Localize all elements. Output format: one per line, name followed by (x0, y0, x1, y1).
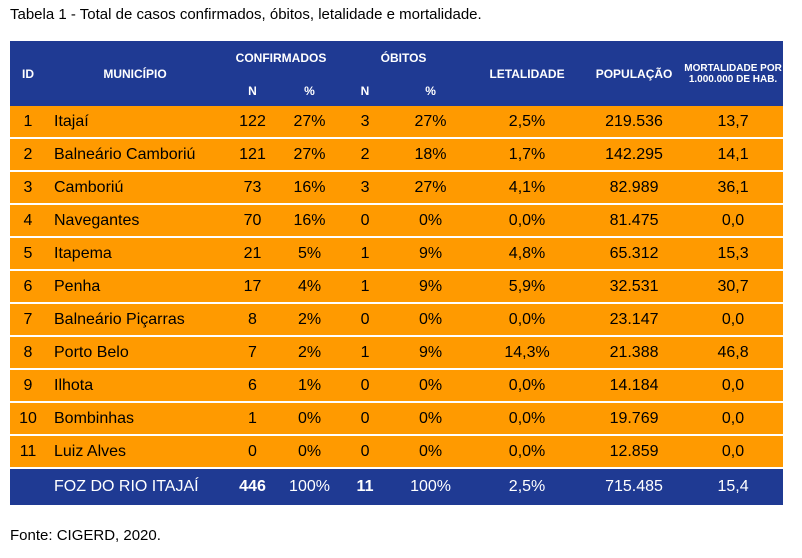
cell-mortalidade: 0,0 (683, 435, 783, 468)
cell-mortalidade: 36,1 (683, 171, 783, 204)
cell-obit-pct: 9% (392, 336, 469, 369)
header-mortalidade: MORTALIDADE POR 1.000.000 DE HAB. (683, 41, 783, 106)
table-row (10, 336, 783, 369)
cell-populacao: 12.859 (585, 435, 683, 468)
total-name: FOZ DO RIO ITAJAÍ (46, 468, 224, 505)
cell-obit-n: 1 (338, 336, 392, 369)
table-row (10, 435, 783, 468)
cell-obit-n: 0 (338, 204, 392, 237)
header-confirmados: CONFIRMADOS (224, 41, 338, 75)
cell-obit-pct: 0% (392, 435, 469, 468)
cell-conf-n: 70 (224, 204, 281, 237)
total-mortalidade: 15,4 (683, 468, 783, 505)
cell-conf-pct: 16% (281, 171, 338, 204)
cell-id: 8 (10, 336, 46, 369)
table-row (10, 369, 783, 402)
cell-conf-pct: 0% (281, 435, 338, 468)
cell-obit-pct: 18% (392, 138, 469, 171)
header-obit-n: N (338, 75, 392, 106)
cell-conf-pct: 4% (281, 270, 338, 303)
cell-conf-n: 6 (224, 369, 281, 402)
cell-mortalidade: 30,7 (683, 270, 783, 303)
cell-obit-pct: 27% (392, 106, 469, 138)
cases-table (10, 41, 783, 505)
cell-obit-pct: 0% (392, 303, 469, 336)
cell-id: 1 (10, 106, 46, 138)
cell-obit-pct: 27% (392, 171, 469, 204)
cell-populacao: 32.531 (585, 270, 683, 303)
cell-letalidade: 5,9% (469, 270, 585, 303)
cell-obit-n: 1 (338, 237, 392, 270)
cell-conf-pct: 27% (281, 138, 338, 171)
cell-populacao: 14.184 (585, 369, 683, 402)
header-obit-pct: % (392, 75, 469, 106)
cell-letalidade: 2,5% (469, 106, 585, 138)
cell-conf-n: 73 (224, 171, 281, 204)
header-obitos: ÓBITOS (338, 41, 469, 75)
cell-letalidade: 4,1% (469, 171, 585, 204)
cell-conf-n: 0 (224, 435, 281, 468)
cell-mortalidade: 0,0 (683, 402, 783, 435)
cell-municipio: Balneário Piçarras (46, 303, 224, 336)
cell-obit-n: 2 (338, 138, 392, 171)
cell-letalidade: 0,0% (469, 369, 585, 402)
cell-populacao: 219.536 (585, 106, 683, 138)
cell-populacao: 23.147 (585, 303, 683, 336)
cell-mortalidade: 15,3 (683, 237, 783, 270)
table-body (10, 106, 783, 468)
table-row (10, 237, 783, 270)
total-id (10, 468, 46, 505)
cell-obit-n: 0 (338, 402, 392, 435)
cell-id: 11 (10, 435, 46, 468)
cell-conf-pct: 16% (281, 204, 338, 237)
cell-municipio: Navegantes (46, 204, 224, 237)
cell-conf-n: 121 (224, 138, 281, 171)
cell-municipio: Luiz Alves (46, 435, 224, 468)
cell-obit-pct: 0% (392, 204, 469, 237)
total-populacao: 715.485 (585, 468, 683, 505)
cell-letalidade: 4,8% (469, 237, 585, 270)
cell-obit-pct: 9% (392, 270, 469, 303)
header-letalidade: LETALIDADE (469, 41, 585, 106)
cell-obit-n: 3 (338, 106, 392, 138)
cell-obit-pct: 0% (392, 369, 469, 402)
cell-conf-n: 1 (224, 402, 281, 435)
cell-populacao: 65.312 (585, 237, 683, 270)
cell-conf-n: 8 (224, 303, 281, 336)
total-conf-pct: 100% (281, 468, 338, 505)
cell-populacao: 82.989 (585, 171, 683, 204)
cell-populacao: 19.769 (585, 402, 683, 435)
cell-letalidade: 0,0% (469, 303, 585, 336)
cell-conf-pct: 0% (281, 402, 338, 435)
header-id: ID (10, 41, 46, 106)
cell-letalidade: 14,3% (469, 336, 585, 369)
cell-id: 9 (10, 369, 46, 402)
table-source: Fonte: CIGERD, 2020. (10, 527, 161, 544)
table-row (10, 106, 783, 138)
cell-obit-n: 0 (338, 369, 392, 402)
cell-id: 5 (10, 237, 46, 270)
cell-municipio: Bombinhas (46, 402, 224, 435)
cell-populacao: 142.295 (585, 138, 683, 171)
cell-letalidade: 0,0% (469, 204, 585, 237)
cell-obit-n: 0 (338, 435, 392, 468)
cell-conf-n: 17 (224, 270, 281, 303)
cell-letalidade: 0,0% (469, 402, 585, 435)
cell-obit-n: 3 (338, 171, 392, 204)
total-letalidade: 2,5% (469, 468, 585, 505)
cell-id: 3 (10, 171, 46, 204)
cell-id: 10 (10, 402, 46, 435)
cell-id: 2 (10, 138, 46, 171)
table-row (10, 138, 783, 171)
cell-obit-pct: 9% (392, 237, 469, 270)
cell-conf-n: 21 (224, 237, 281, 270)
total-obit-pct: 100% (392, 468, 469, 505)
cell-mortalidade: 13,7 (683, 106, 783, 138)
table-row (10, 270, 783, 303)
cell-conf-pct: 27% (281, 106, 338, 138)
cell-id: 6 (10, 270, 46, 303)
cell-mortalidade: 0,0 (683, 303, 783, 336)
cell-conf-pct: 1% (281, 369, 338, 402)
cell-mortalidade: 0,0 (683, 204, 783, 237)
total-obit-n: 11 (338, 468, 392, 505)
cell-municipio: Itajaí (46, 106, 224, 138)
cell-municipio: Penha (46, 270, 224, 303)
cell-municipio: Balneário Camboriú (46, 138, 224, 171)
cell-obit-n: 0 (338, 303, 392, 336)
cell-letalidade: 1,7% (469, 138, 585, 171)
total-row (10, 468, 783, 505)
cell-obit-n: 1 (338, 270, 392, 303)
cell-mortalidade: 14,1 (683, 138, 783, 171)
cell-conf-pct: 5% (281, 237, 338, 270)
header-populacao: POPULAÇÃO (585, 41, 683, 106)
cell-municipio: Camboriú (46, 171, 224, 204)
header-conf-n: N (224, 75, 281, 106)
cell-municipio: Porto Belo (46, 336, 224, 369)
cell-populacao: 81.475 (585, 204, 683, 237)
header-municipio: MUNICÍPIO (46, 41, 224, 106)
cell-municipio: Itapema (46, 237, 224, 270)
cell-conf-pct: 2% (281, 303, 338, 336)
cell-conf-n: 7 (224, 336, 281, 369)
cell-conf-pct: 2% (281, 336, 338, 369)
cell-conf-n: 122 (224, 106, 281, 138)
table-caption: Tabela 1 - Total de casos confirmados, óbitos, letalidade e mortalidade. (10, 6, 482, 23)
cell-obit-pct: 0% (392, 402, 469, 435)
table-row (10, 204, 783, 237)
cell-id: 7 (10, 303, 46, 336)
header-conf-pct: % (281, 75, 338, 106)
total-conf-n: 446 (224, 468, 281, 505)
cell-id: 4 (10, 204, 46, 237)
table-row (10, 303, 783, 336)
cell-municipio: Ilhota (46, 369, 224, 402)
cell-mortalidade: 46,8 (683, 336, 783, 369)
table-row (10, 171, 783, 204)
table-row (10, 402, 783, 435)
cell-populacao: 21.388 (585, 336, 683, 369)
cell-letalidade: 0,0% (469, 435, 585, 468)
cell-mortalidade: 0,0 (683, 369, 783, 402)
